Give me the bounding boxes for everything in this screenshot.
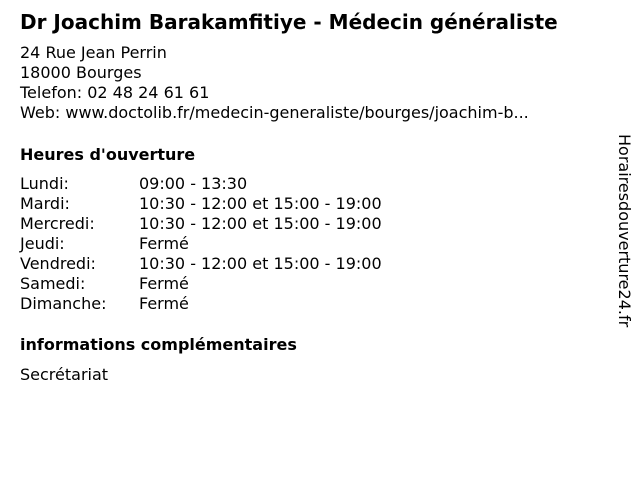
hours-row bbox=[20, 194, 382, 214]
opening-hours-heading: Heures d'ouverture bbox=[20, 145, 196, 164]
address-block bbox=[20, 43, 529, 123]
hours-row bbox=[20, 274, 382, 294]
day-label: Vendredi: bbox=[20, 254, 96, 273]
hours-value: 09:00 - 13:30 bbox=[139, 174, 248, 193]
hours-value: 10:30 - 12:00 et 15:00 - 19:00 bbox=[139, 254, 382, 273]
phone-number: Telefon: 02 48 24 61 61 bbox=[20, 83, 210, 102]
city: 18000 Bourges bbox=[20, 63, 142, 82]
website: Web: www.doctolib.fr/medecin-generaliste/bourges/joachim-b... bbox=[20, 103, 529, 122]
hours-value: 10:30 - 12:00 et 15:00 - 19:00 bbox=[139, 214, 382, 233]
day-label: Mercredi: bbox=[20, 214, 95, 233]
hours-value: Fermé bbox=[139, 274, 189, 293]
hours-value: 10:30 - 12:00 et 15:00 - 19:00 bbox=[139, 194, 382, 213]
street-address: 24 Rue Jean Perrin bbox=[20, 43, 167, 62]
additional-info-text: Secrétariat bbox=[20, 365, 109, 384]
day-label: Samedi: bbox=[20, 274, 86, 293]
hours-row bbox=[20, 294, 382, 314]
additional-info-heading: informations complémentaires bbox=[20, 335, 297, 354]
day-label: Jeudi: bbox=[20, 234, 65, 253]
page-title: Dr Joachim Barakamfitiye - Médecin généraliste bbox=[20, 10, 558, 34]
day-label: Dimanche: bbox=[20, 294, 107, 313]
opening-hours-table bbox=[20, 174, 382, 314]
hours-row bbox=[20, 254, 382, 274]
hours-value: Fermé bbox=[139, 234, 189, 253]
hours-value: Fermé bbox=[139, 294, 189, 313]
hours-row bbox=[20, 174, 382, 194]
site-watermark: Horairesdouverture24.fr bbox=[615, 134, 634, 328]
hours-row bbox=[20, 234, 382, 254]
day-label: Lundi: bbox=[20, 174, 69, 193]
hours-row bbox=[20, 214, 382, 234]
day-label: Mardi: bbox=[20, 194, 70, 213]
